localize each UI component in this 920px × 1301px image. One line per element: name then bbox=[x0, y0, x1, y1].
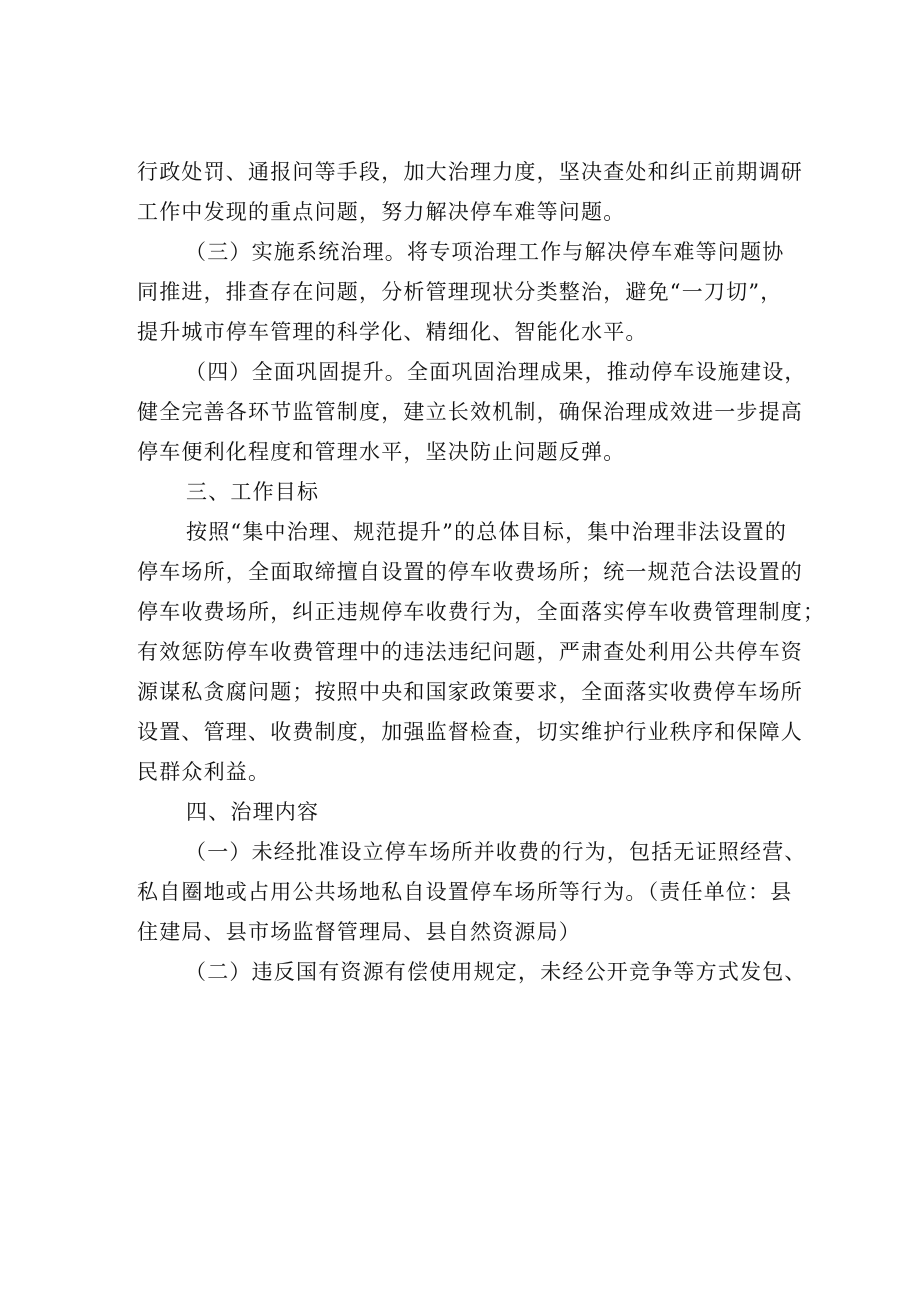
paragraph-line: 行政处罚、通报问等手段，加大治理力度，坚决查处和纠正前期调研 bbox=[137, 160, 803, 184]
paragraph-line: 提升城市停车管理的科学化、精细化、智能化水平。 bbox=[137, 320, 648, 344]
paragraph-line: 源谋私贪腐问题；按照中央和国家政策要求，全面落实收费停车场所 bbox=[137, 680, 803, 704]
paragraph-line: （四）全面巩固提升。全面巩固治理成果，推动停车设施建设， bbox=[185, 360, 807, 384]
paragraph-line: 停车便利化程度和管理水平，坚决防止问题反弹。 bbox=[137, 440, 626, 464]
document-body bbox=[137, 152, 826, 992]
section-heading: 三、工作目标 bbox=[186, 480, 320, 504]
paragraph-line: 按照“集中治理、规范提升”的总体目标，集中治理非法设置的 bbox=[186, 520, 788, 544]
paragraph-line: 健全完善各环节监管制度，建立长效机制，确保治理成效进一步提高 bbox=[137, 400, 803, 424]
paragraph-line: 停车场所，全面取缔擅自设置的停车收费场所；统一规范合法设置的 bbox=[137, 560, 803, 584]
paragraph-line: 设置、管理、收费制度，加强监督检查，切实维护行业秩序和保障人 bbox=[137, 720, 803, 744]
section-heading: 四、治理内容 bbox=[186, 800, 320, 824]
paragraph-line: （一）未经批准设立停车场所并收费的行为，包括无证照经营、 bbox=[185, 840, 807, 864]
paragraph-line: 民群众利益。 bbox=[137, 760, 271, 784]
paragraph-line: 有效惩防停车收费管理中的违法违纪问题，严肃查处利用公共停车资 bbox=[137, 640, 803, 664]
paragraph-line: （三）实施系统治理。将专项治理工作与解决停车难等问题协 bbox=[185, 240, 785, 264]
paragraph-line: 私自圈地或占用公共场地私自设置停车场所等行为。（责任单位：县 bbox=[137, 880, 793, 904]
paragraph-line: （二）违反国有资源有偿使用规定，未经公开竞争等方式发包、 bbox=[185, 960, 807, 984]
paragraph-line: 工作中发现的重点问题，努力解决停车难等问题。 bbox=[137, 200, 626, 224]
paragraph-line: 同推进，排查存在问题，分析管理现状分类整治，避免“一刀切”， bbox=[137, 280, 783, 304]
paragraph-line: 停车收费场所，纠正违规停车收费行为，全面落实停车收费管理制度； bbox=[137, 600, 826, 624]
paragraph-line: 住建局、县市场监督管理局、县自然资源局） bbox=[137, 920, 581, 944]
